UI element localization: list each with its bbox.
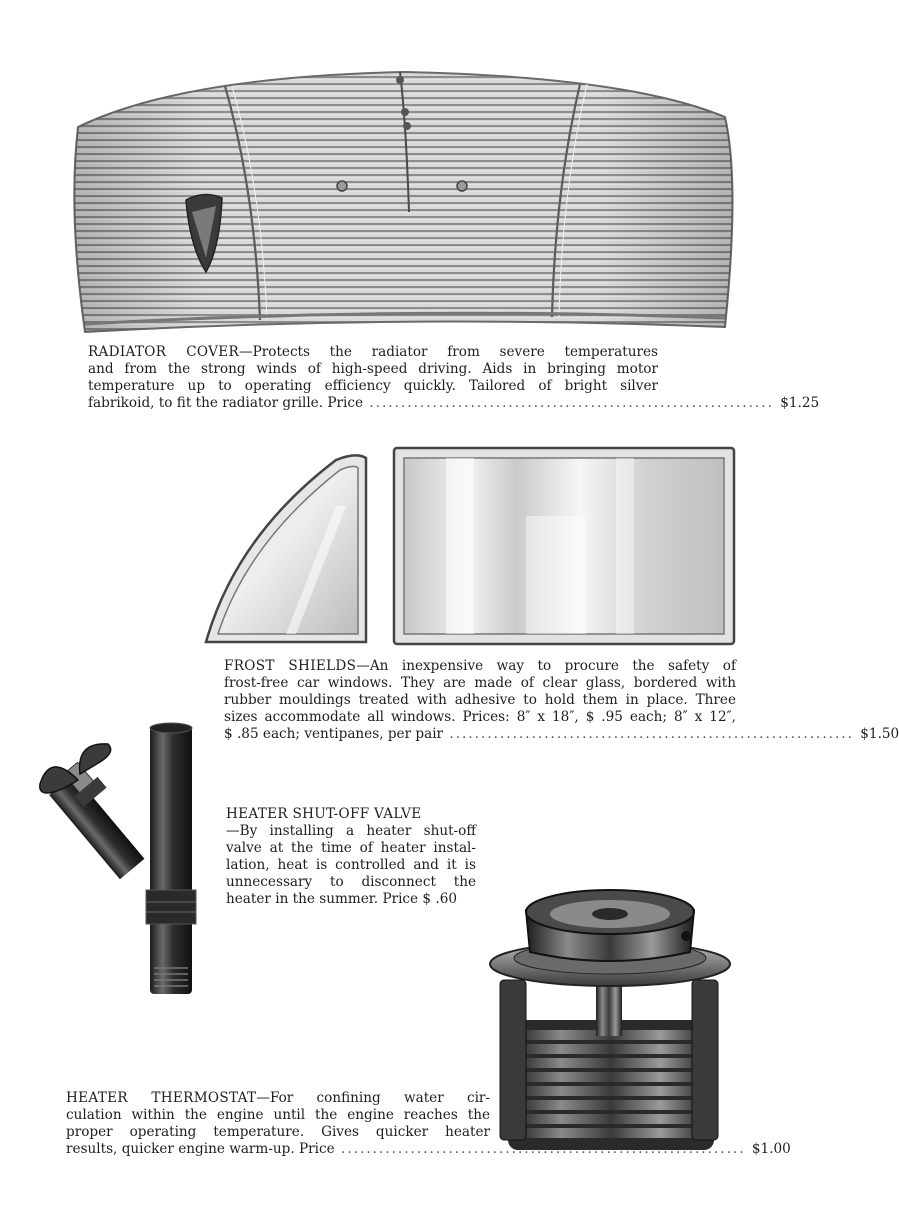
radiator-cover-price: $1.25 [780,395,820,411]
caption-line: frost-free car windows. They are made of clear glass, bordered with [224,675,736,691]
caption-line: culation within the engine until the engine reaches the [66,1107,490,1123]
thermostat-image [486,880,742,1156]
caption-line: sizes accommodate all windows. Prices: 8″ x 18″, $ .95 each; 8″ x 12″, [224,709,736,725]
shutoff-valve-title: HEATER SHUT-OFF VALVE [226,806,422,822]
dot-leader: ................................................................ [341,1141,746,1157]
thermostat-title: HEATER THERMOSTAT [66,1090,257,1106]
caption-line: temperature up to operating efficiency quickly. Tailored of bright silver [88,378,658,394]
frost-shields-image [196,446,740,652]
frost-shields-price: $1.50 [860,726,899,742]
thermostat-caption [66,1090,791,1158]
dot-leader: ................................................................ [369,395,774,411]
caption-line: RADIATOR COVER—Protects the radiator from severe temperatures [88,344,658,360]
shutoff-valve-image [30,722,210,1004]
frost-shields-title: FROST SHIELDS [224,658,357,674]
caption-line: proper operating temperature. Gives quicker heater [66,1124,490,1140]
caption-line: unnecessary to disconnect the [226,874,476,890]
caption-line: rubber mouldings treated with adhesive to hold them in place. Three [224,692,736,708]
thermostat-price: $1.00 [751,1141,791,1157]
radiator-cover-caption [88,344,820,412]
caption-line: HEATER THERMOSTAT—For confining water cir- [66,1090,491,1106]
caption-line: FROST SHIELDS—An inexpensive way to procure the safety of [224,658,736,674]
caption-line: valve at the time of heater instal- [226,840,476,856]
radiator-cover-title: RADIATOR COVER [88,344,240,360]
frost-shields-caption [224,658,899,743]
caption-price-line: heater in the summer. Price $ .60 [226,891,458,907]
caption-line: and from the strong winds of high-speed driving. Aids in bringing motor [88,361,658,377]
caption-line: —By installing a heater shut-off [226,823,476,839]
caption-price-line: $ .85 each; ventipanes, per pair ................................................................ $1.50 [224,726,899,742]
dot-leader: ................................................................ [449,726,854,742]
shutoff-valve-caption [226,806,476,908]
caption-price-line: results, quicker engine warm-up. Price ................................................................ $1.00 [66,1141,791,1157]
caption-line: lation, heat is controlled and it is [226,857,476,873]
radiator-cover-image [60,62,750,342]
caption-price-line: fabrikoid, to fit the radiator grille. Price ................................................................ $1.25 [88,395,820,411]
